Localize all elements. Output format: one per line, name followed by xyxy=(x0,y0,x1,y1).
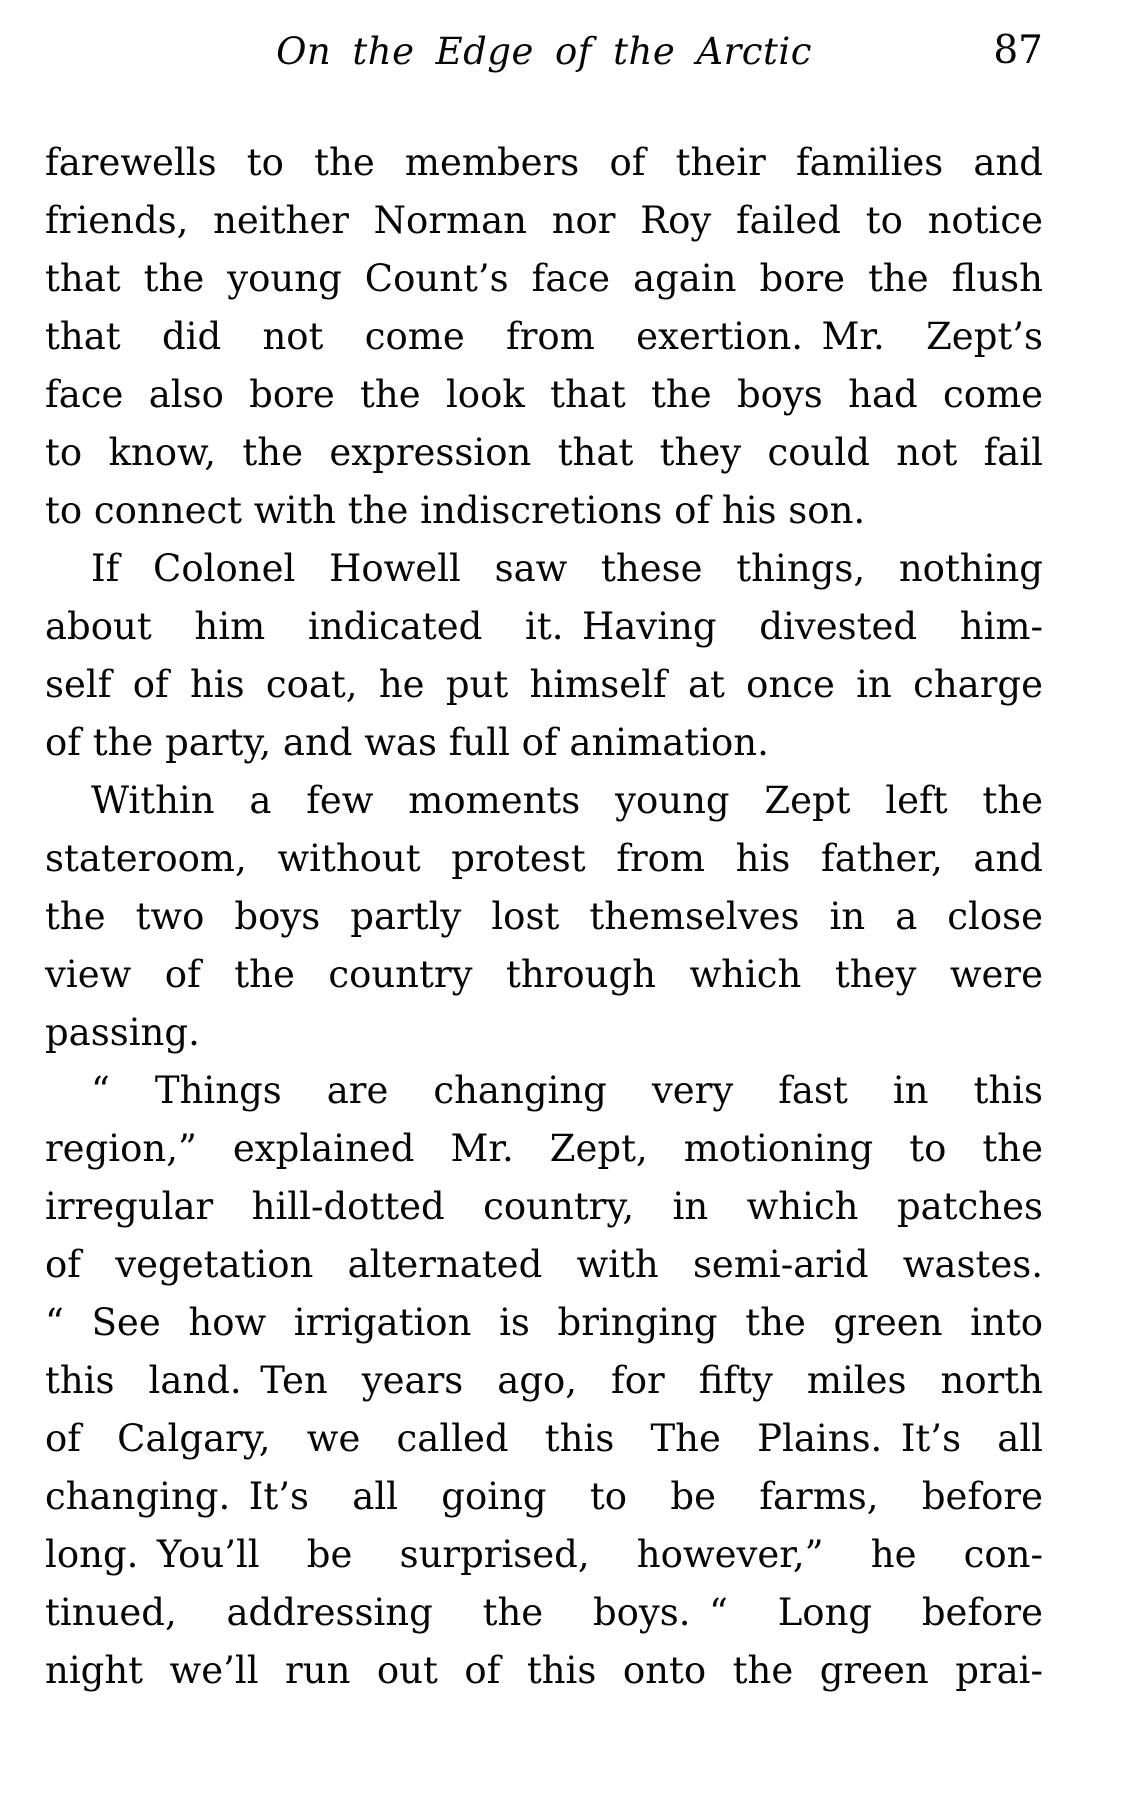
text-line: passing. xyxy=(45,1011,200,1054)
text-line: of vegetation alternated with semi-arid wastes. xyxy=(45,1243,1043,1286)
chapter-title: On the Edge of the Arctic xyxy=(276,30,812,73)
text-line: of Calgary, we called this The Plains. It’s all xyxy=(45,1417,1043,1460)
text-line: that did not come from exertion. Mr. Zept’s xyxy=(45,315,1043,358)
text-line: “ See how irrigation is bringing the green into xyxy=(45,1301,1043,1344)
text-line: face also bore the look that the boys had come xyxy=(45,373,1043,416)
text-line: tinued, addressing the boys. “ Long before xyxy=(45,1591,1043,1634)
text-line: friends, neither Norman nor Roy failed to notice xyxy=(45,199,1043,242)
text-line: to know, the expression that they could not fail xyxy=(45,431,1043,474)
text-line: irregular hill-dotted country, in which patches xyxy=(45,1185,1043,1228)
text-line: of the party, and was full of animation. xyxy=(45,721,769,764)
text-line: view of the country through which they were xyxy=(45,953,1043,996)
text-line: long. You’ll be surprised, however,” he con- xyxy=(45,1533,1043,1576)
text-line: “ Things are changing very fast in this xyxy=(91,1069,1043,1112)
text-line: region,” explained Mr. Zept, motioning to the xyxy=(45,1127,1043,1170)
text-line: Within a few moments young Zept left the xyxy=(91,779,1043,822)
text-line: night we’ll run out of this onto the green prai- xyxy=(45,1649,1043,1692)
paragraph-4 xyxy=(45,1062,1043,1700)
running-header xyxy=(45,30,1043,82)
text-line: stateroom, without protest from his father, and xyxy=(45,837,1043,880)
page-number: 87 xyxy=(993,28,1043,73)
text-line: to connect with the indiscretions of his son. xyxy=(45,489,866,532)
text-line: this land. Ten years ago, for fifty miles north xyxy=(45,1359,1043,1402)
paragraph-3 xyxy=(45,772,1043,1062)
text-line: the two boys partly lost themselves in a close xyxy=(45,895,1043,938)
text-line: farewells to the members of their families and xyxy=(45,141,1043,184)
paragraph-1 xyxy=(45,134,1043,540)
text-line: If Colonel Howell saw these things, nothing xyxy=(91,547,1043,590)
page-body xyxy=(45,134,1043,1700)
text-line: self of his coat, he put himself at once in charge xyxy=(45,663,1043,706)
text-line: changing. It’s all going to be farms, before xyxy=(45,1475,1043,1518)
text-line: about him indicated it. Having divested him- xyxy=(45,605,1043,648)
text-line: that the young Count’s face again bore the flush xyxy=(45,257,1043,300)
paragraph-2 xyxy=(45,540,1043,772)
